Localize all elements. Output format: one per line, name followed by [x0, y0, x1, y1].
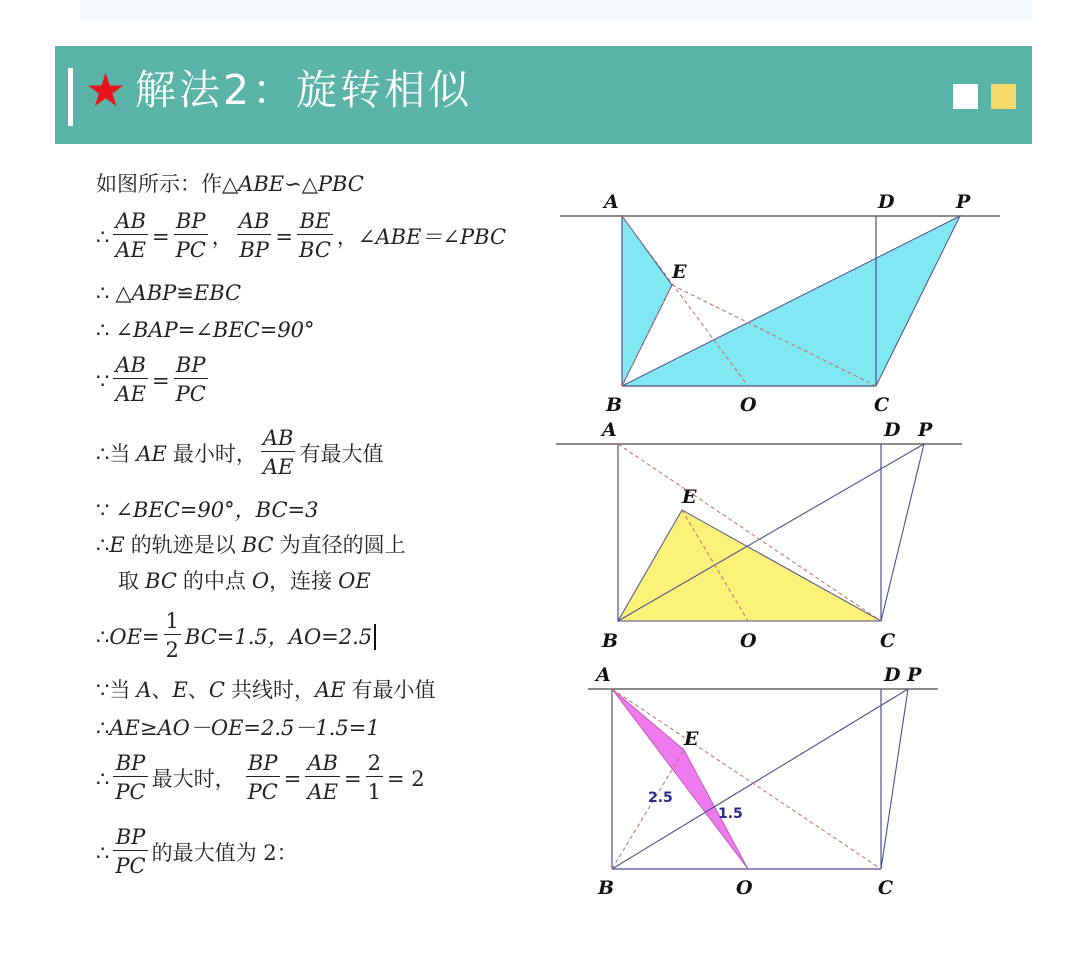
- therefore-symbol: ∴: [96, 224, 110, 249]
- therefore-symbol: ∴: [96, 281, 110, 305]
- label-a: A: [596, 664, 611, 686]
- var-e: E: [172, 678, 188, 702]
- denominator: BC: [297, 234, 333, 265]
- numerator: BP: [175, 353, 206, 377]
- therefore-symbol: ∴: [96, 766, 110, 791]
- separator: 、: [187, 678, 209, 702]
- therefore-symbol: ∴: [96, 318, 110, 342]
- text: 共线时，: [230, 678, 315, 702]
- denominator: PC: [174, 234, 208, 265]
- text: 当: [109, 678, 131, 702]
- label-c: C: [878, 877, 894, 899]
- var-ae: AE: [314, 678, 346, 702]
- denominator: PC: [174, 378, 208, 409]
- because-symbol: ∵: [96, 498, 110, 522]
- numerator: AB: [307, 751, 338, 775]
- text: 有最小值: [351, 678, 436, 702]
- label-length-oe: 1.5: [718, 806, 743, 822]
- text: BC=1.5，AO=2.5: [184, 624, 373, 649]
- text: 取: [118, 569, 139, 593]
- triangle-abe: [622, 216, 672, 386]
- equals-two: = 2: [386, 766, 425, 791]
- comma: ，: [336, 224, 358, 249]
- label-o: O: [740, 630, 757, 652]
- text: 最小时，: [172, 441, 257, 466]
- label-dp: D P: [884, 664, 922, 686]
- equals: =: [151, 368, 170, 393]
- angle-statement: ∠BAP=∠BEC=90°: [115, 318, 315, 342]
- therefore-symbol: ∴: [96, 441, 110, 466]
- therefore-symbol: ∴: [96, 533, 110, 557]
- triangle-symbol: △: [115, 281, 132, 305]
- label-a: A: [604, 191, 619, 213]
- numerator: AB: [238, 209, 270, 233]
- numerator: AB: [115, 353, 146, 377]
- numerator: 2: [367, 751, 381, 775]
- label-d: D: [878, 191, 895, 213]
- label-c: C: [874, 394, 890, 416]
- figure-3: [588, 664, 938, 899]
- label-o: O: [740, 394, 757, 416]
- denominator: PC: [246, 776, 280, 807]
- equals: =: [344, 766, 362, 791]
- denominator: PC: [113, 850, 147, 881]
- denominator: AE: [113, 378, 148, 409]
- star-icon: ★: [85, 63, 127, 117]
- text: 的中点: [182, 569, 246, 593]
- angle-equality: ∠ABE＝∠PBC: [357, 224, 507, 249]
- label-p: P: [956, 191, 971, 213]
- label-e: E: [684, 728, 699, 750]
- var-e: E: [109, 533, 125, 557]
- inequality: AE≥AO－OE=2.5－1.5=1: [109, 716, 380, 740]
- tri-ebc: EBC: [193, 281, 242, 305]
- text: 当: [109, 441, 131, 466]
- numerator: BP: [247, 751, 278, 775]
- text: OE=: [109, 624, 160, 649]
- denominator: PC: [113, 776, 147, 807]
- text: ，连接: [269, 569, 333, 593]
- var-c: C: [208, 678, 225, 702]
- var-o: O: [251, 569, 270, 593]
- label-o: O: [736, 877, 753, 899]
- var-bc: BC: [241, 533, 274, 557]
- triangle-pbc: [622, 216, 960, 386]
- var-bc: BC: [145, 569, 177, 593]
- tri-abp: ABP: [131, 281, 177, 305]
- label-e: E: [672, 261, 687, 283]
- figure-1: [560, 191, 1000, 416]
- tri-pbc: PBC: [317, 172, 364, 196]
- text: 的最大值为 2：: [151, 840, 298, 865]
- text: 的轨迹是以: [130, 533, 236, 557]
- text: 如图所示：作△: [96, 172, 239, 196]
- congruent-symbol: ≌: [176, 281, 194, 305]
- denominator: AE: [113, 234, 148, 265]
- triangle-ebc: [618, 510, 881, 621]
- angle-statement: ∠BEC=90°，BC=3: [115, 498, 319, 522]
- text: 为直径的圆上: [279, 533, 406, 557]
- separator: 、: [151, 678, 173, 702]
- label-d: D: [884, 419, 901, 441]
- label-b: B: [598, 877, 615, 899]
- similar-symbol: ∽△: [284, 172, 318, 196]
- label-a: A: [602, 419, 617, 441]
- numerator: BE: [299, 209, 331, 233]
- numerator: BP: [115, 751, 146, 775]
- numerator: BP: [175, 209, 206, 233]
- tri-abe: ABE: [238, 172, 285, 196]
- equals: =: [151, 224, 170, 249]
- label-e: E: [682, 486, 697, 508]
- var-ae: AE: [136, 441, 167, 466]
- denominator: AE: [261, 451, 296, 482]
- numerator: AB: [262, 426, 294, 450]
- text: 最大时，: [151, 766, 236, 791]
- because-symbol: ∵: [96, 368, 110, 393]
- comma: ，: [211, 224, 233, 249]
- figure-2: [556, 419, 962, 652]
- denominator: 2: [164, 634, 181, 665]
- label-b: B: [606, 394, 623, 416]
- text: 有最大值: [299, 441, 384, 466]
- denominator: AE: [305, 776, 340, 807]
- therefore-symbol: ∴: [96, 840, 110, 865]
- because-symbol: ∵: [96, 678, 110, 702]
- var-oe: OE: [338, 569, 371, 593]
- var-a: A: [136, 678, 152, 702]
- equals: =: [275, 224, 294, 249]
- label-p: P: [918, 419, 933, 441]
- label-c: C: [880, 630, 896, 652]
- therefore-symbol: ∴: [96, 624, 110, 649]
- numerator: BP: [115, 825, 146, 849]
- numerator: AB: [115, 209, 146, 233]
- therefore-symbol: ∴: [96, 716, 110, 740]
- segment-ae-oe-highlight: [612, 689, 748, 869]
- label-length-ae: 2.5: [648, 790, 673, 806]
- label-b: B: [602, 630, 619, 652]
- denominator: BP: [237, 234, 271, 265]
- section-title: 解法2：旋转相似: [135, 66, 473, 114]
- numerator: 1: [165, 609, 179, 633]
- denominator: 1: [366, 776, 383, 807]
- equals: =: [283, 766, 302, 791]
